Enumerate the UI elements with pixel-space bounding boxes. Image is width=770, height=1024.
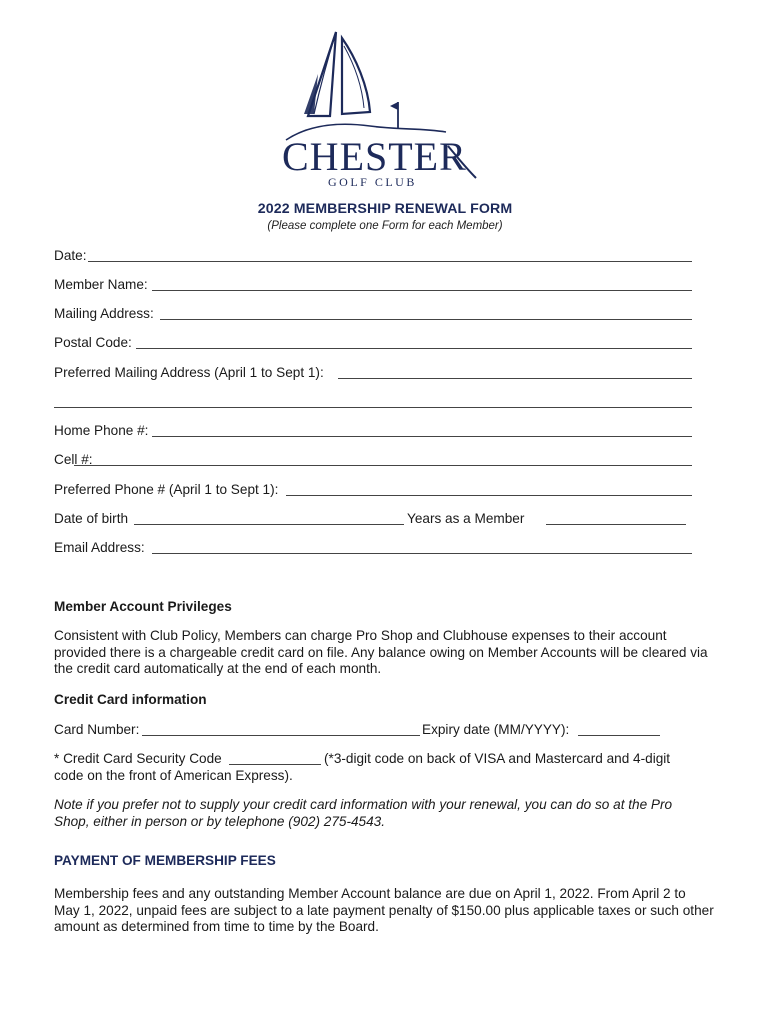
postal-code-field[interactable] bbox=[54, 335, 694, 351]
years-member-field bbox=[546, 524, 686, 525]
home-phone-label: Home Phone #: bbox=[54, 423, 149, 438]
credit-card-note: Note if you prefer not to supply your credit card information with your renewal, you can do so at the Pro Shop, either in person or by telephone (902) 275-4543. bbox=[54, 797, 673, 829]
mailing-address-field[interactable] bbox=[54, 306, 694, 322]
preferred-mailing-line2[interactable] bbox=[54, 394, 694, 410]
security-code-note: (*3-digit code on back of VISA and Mastercard and 4-digit bbox=[324, 751, 671, 766]
preferred-mailing-field[interactable] bbox=[54, 365, 694, 381]
cell-field[interactable] bbox=[54, 452, 694, 468]
preferred-mailing-label: Preferred Mailing Address (April 1 to Sept 1): bbox=[54, 365, 324, 380]
date-field[interactable] bbox=[54, 248, 694, 264]
form-subtitle: (Please complete one Form for each Member) bbox=[267, 220, 503, 232]
home-phone-field[interactable] bbox=[54, 423, 694, 439]
chester-logo bbox=[270, 28, 490, 193]
preferred-phone-label: Preferred Phone # (April 1 to Sept 1): bbox=[54, 482, 279, 497]
form-title: 2022 MEMBERSHIP RENEWAL FORM bbox=[257, 201, 513, 217]
email-field[interactable] bbox=[54, 540, 694, 556]
mailing-address-label: Mailing Address: bbox=[54, 306, 154, 321]
card-number-field[interactable] bbox=[54, 722, 674, 738]
payment-text: Membership fees and any outstanding Member Account balance are due on April 1, 2022. From April 2 to May 1, 2022, unpaid fees are subject to a late payment penalty of $150.00 plus applicable taxes or such other amount as determined from time to time by the Board. bbox=[54, 886, 714, 934]
security-code-note-2: code on the front of American Express). bbox=[54, 768, 293, 783]
expiry-label: Expiry date (MM/YYYY): bbox=[422, 722, 570, 737]
date-label: Date: bbox=[54, 248, 87, 263]
email-label: Email Address: bbox=[54, 540, 145, 555]
postal-code-label: Postal Code: bbox=[54, 335, 132, 350]
security-code-label: * Credit Card Security Code bbox=[54, 751, 222, 766]
payment-heading: PAYMENT OF MEMBERSHIP FEES bbox=[54, 853, 276, 868]
privileges-text: Consistent with Club Policy, Members can charge Pro Shop and Clubhouse expenses to their account provided there is a chargeable credit card on file. Any balance owing on Member Accounts will be cleared via the credit card automatically at the end of each month. bbox=[54, 628, 708, 676]
privileges-heading: Member Account Privileges bbox=[54, 599, 232, 614]
preferred-phone-field[interactable] bbox=[54, 482, 694, 498]
dob-field[interactable] bbox=[54, 511, 694, 527]
cell-label: Cell #: bbox=[54, 452, 93, 467]
dob-label: Date of birth bbox=[54, 511, 129, 526]
security-code-field[interactable] bbox=[54, 751, 714, 767]
years-member-label: Years as a Member bbox=[407, 511, 525, 526]
logo-name: CHESTER bbox=[282, 134, 467, 179]
member-name-label: Member Name: bbox=[54, 277, 148, 292]
expiry-field bbox=[578, 735, 660, 736]
logo-subtitle: GOLF CLUB bbox=[328, 175, 417, 189]
member-name-field[interactable] bbox=[54, 277, 694, 293]
sailboat-logo-icon bbox=[270, 28, 490, 193]
card-number-label: Card Number: bbox=[54, 722, 140, 737]
credit-card-heading: Credit Card information bbox=[54, 692, 207, 707]
